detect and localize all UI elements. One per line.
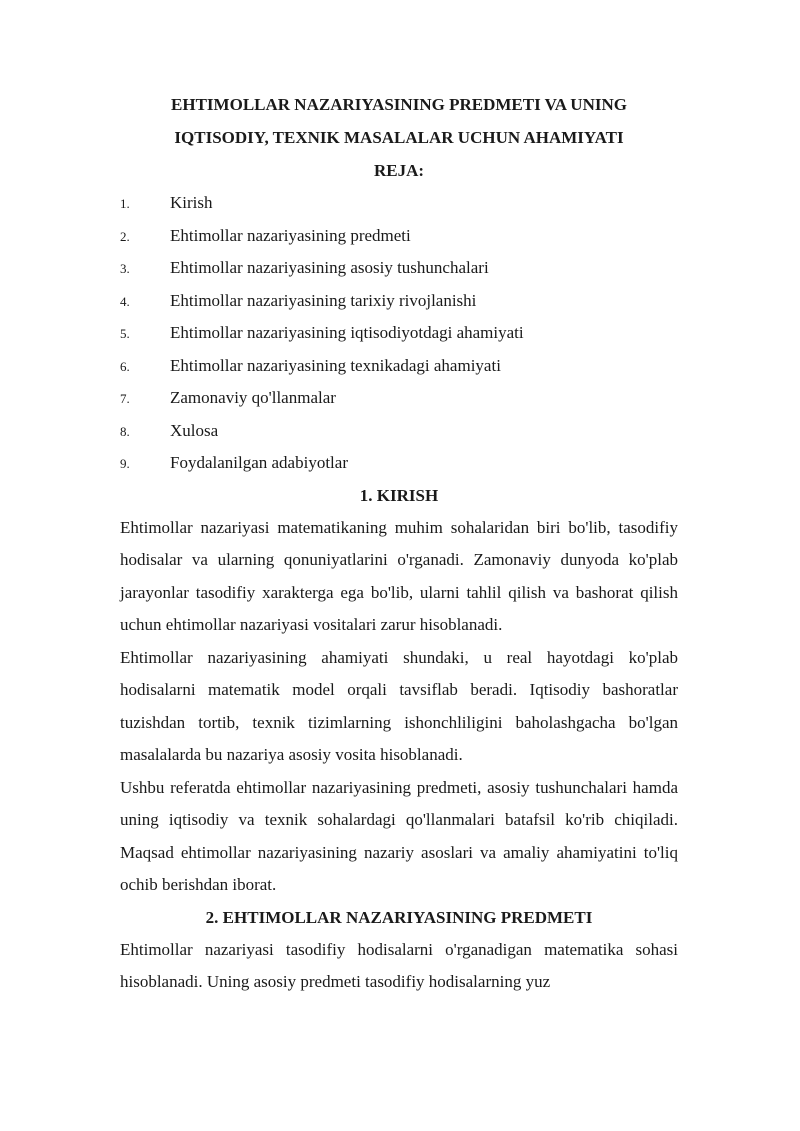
plan-heading: REJA: [373, 161, 425, 180]
section-heading-predmeti: 2. EHTIMOLLAR NAZARIYASINING PREDMETI [205, 907, 593, 927]
document-title-line-2: IQTISODIY, TEXNIK MASALALAR UCHUN AHAMIYATI [174, 128, 624, 147]
paragraph: Ushbu referatda ehtimollar nazariyasining predmeti, asosiy tushunchalari hamda uning iqtisodiy va texnik sohalardagi qo'llanmalari batafsil ko'rib chiqiladi. Maqsad ehtimollar nazariyasining nazariy asoslari va amaliy ahamiyatini to'liq ochib berishdan iborat. [120, 777, 678, 894]
plan-item [120, 317, 678, 350]
plan-item [120, 415, 678, 448]
plan-item [120, 220, 678, 253]
plan-item-number: 5. [120, 326, 130, 341]
plan-item-number: 7. [120, 391, 130, 406]
plan-item [120, 447, 678, 480]
plan-item-number: 2. [120, 228, 130, 244]
plan-item-text: Xulosa [170, 420, 219, 440]
paragraph: Ehtimollar nazariyasi tasodifiy hodisalarni o'rganadigan matematika sohasi hisoblanadi. Uning asosiy predmeti tasodifiy hodisalarning yuz [120, 939, 678, 991]
paragraph: Ehtimollar nazariyasi matematikaning muhim sohalaridan biri bo'lib, tasodifiy hodisalar va ularning qonuniyatlarini o'rganadi. Zamonaviy dunyoda ko'plab jarayonlar tasodifiy xarakterga ega bo'lib, ularni tahlil qilish va bashorat qilish uchun ehtimollar nazariyasi vositalari zarur hisoblanadi. [120, 517, 678, 634]
plan-item-number: 1. [120, 196, 130, 211]
plan-item-number: 3. [120, 261, 130, 276]
plan-item-text: Foydalanilgan adabiyotlar [170, 453, 348, 472]
section-heading-kirish: 1. KIRISH [359, 485, 439, 505]
plan-item-number: 8. [120, 423, 130, 439]
plan-item-number: 9. [120, 456, 130, 471]
plan-item [120, 187, 678, 220]
plan-item [120, 382, 678, 415]
document-title-line-1: EHTIMOLLAR NAZARIYASINING PREDMETI VA UNING [171, 95, 627, 114]
plan-item [120, 285, 678, 318]
plan-item-text: Ehtimollar nazariyasining tarixiy rivojlanishi [170, 290, 477, 310]
plan-item-text: Ehtimollar nazariyasining predmeti [170, 225, 411, 245]
plan-item [120, 252, 678, 285]
document-page [120, 88, 678, 999]
plan-item-text: Zamonaviy qo'llanmalar [170, 388, 336, 407]
plan-item-number: 4. [120, 293, 130, 309]
plan-item [120, 350, 678, 383]
paragraph: Ehtimollar nazariyasining ahamiyati shundaki, u real hayotdagi ko'plab hodisalarni matematik model orqali tavsiflab beradi. Iqtisodiy bashoratlar tuzishdan tortib, texnik tizimlarning ishonchliligini baholashgacha bo'lgan masalalarda bu nazariya asosiy vosita hisoblanadi. [120, 647, 678, 764]
plan-item-text: Ehtimollar nazariyasining asosiy tushunchalari [170, 258, 489, 277]
plan-item-text: Kirish [170, 193, 213, 212]
plan-item-text: Ehtimollar nazariyasining iqtisodiyotdagi ahamiyati [170, 323, 524, 342]
plan-item-number: 6. [120, 358, 130, 374]
plan-list [120, 187, 678, 480]
plan-item-text: Ehtimollar nazariyasining texnikadagi ahamiyati [170, 355, 501, 375]
